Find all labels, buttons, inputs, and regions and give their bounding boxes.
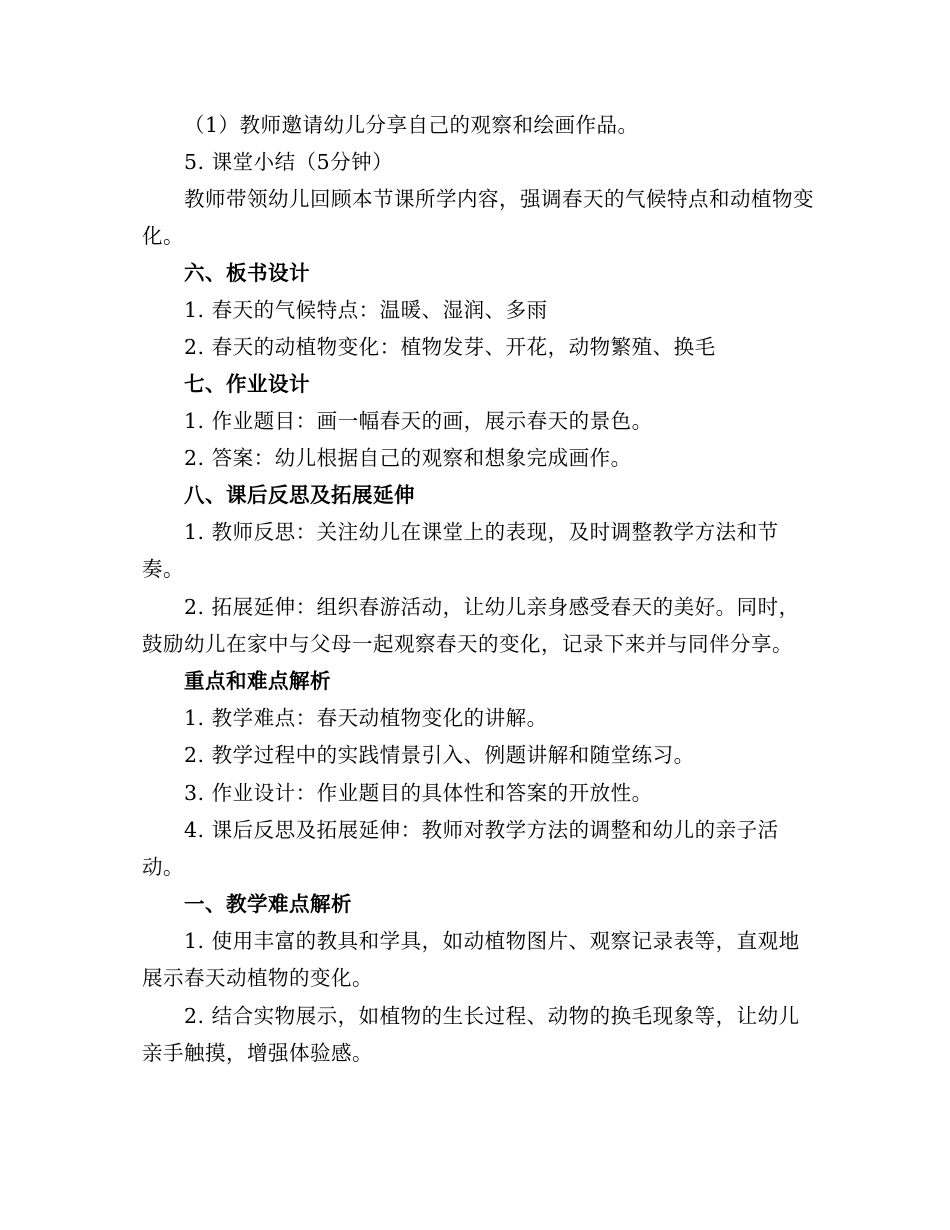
heading-difficulty-analysis: 一、教学难点解析 bbox=[184, 892, 352, 916]
list-item-extension: 2. 拓展延伸：组织春游活动，让幼儿亲身感受春天的美好。同时，鼓励幼儿在家中与父母一起观察春天的变化，记录下来并与同伴分享。 bbox=[142, 595, 800, 656]
list-item-homework-answer: 2. 答案：幼儿根据自己的观察和想象完成画作。 bbox=[184, 446, 632, 470]
heading-homework-design: 七、作业设计 bbox=[184, 372, 310, 396]
paragraph-summary-text: 教师带领幼儿回顾本节课所学内容，强调春天的气候特点和动植物变化。 bbox=[142, 187, 814, 248]
paragraph-1: （1）教师邀请幼儿分享自己的观察和绘画作品。 bbox=[184, 113, 639, 137]
heading-reflection: 八、课后反思及拓展延伸 bbox=[184, 483, 415, 507]
list-item-practice: 2. 教学过程中的实践情景引入、例题讲解和随堂练习。 bbox=[184, 743, 695, 767]
heading-blackboard-design: 六、板书设计 bbox=[184, 261, 310, 285]
list-item-climate: 1. 春天的气候特点：温暖、湿润、多雨 bbox=[184, 298, 548, 322]
list-item-homework-design: 3. 作业设计：作业题目的具体性和答案的开放性。 bbox=[184, 781, 653, 805]
list-item-homework-topic: 1. 作业题目：画一幅春天的画，展示春天的景色。 bbox=[184, 409, 653, 433]
section-lesson-summary: 5. 课堂小结（5分钟） bbox=[184, 150, 394, 174]
list-item-teaching-aids: 1. 使用丰富的教具和学具，如动植物图片、观察记录表等，直观地展示春天动植物的变化。 bbox=[142, 929, 800, 990]
list-item-reflection-extension: 4. 课后反思及拓展延伸：教师对教学方法的调整和幼儿的亲子活动。 bbox=[142, 818, 779, 879]
list-item-plants-animals: 2. 春天的动植物变化：植物发芽、开花，动物繁殖、换毛 bbox=[184, 335, 716, 359]
list-item-difficulty: 1. 教学难点：春天动植物变化的讲解。 bbox=[184, 706, 548, 730]
list-item-real-objects: 2. 结合实物展示，如植物的生长过程、动物的换毛现象等，让幼儿亲手触摸，增强体验感。 bbox=[142, 1004, 800, 1065]
heading-key-points: 重点和难点解析 bbox=[184, 669, 331, 693]
list-item-teacher-reflection: 1. 教师反思：关注幼儿在课堂上的表现，及时调整教学方法和节奏。 bbox=[142, 520, 779, 581]
